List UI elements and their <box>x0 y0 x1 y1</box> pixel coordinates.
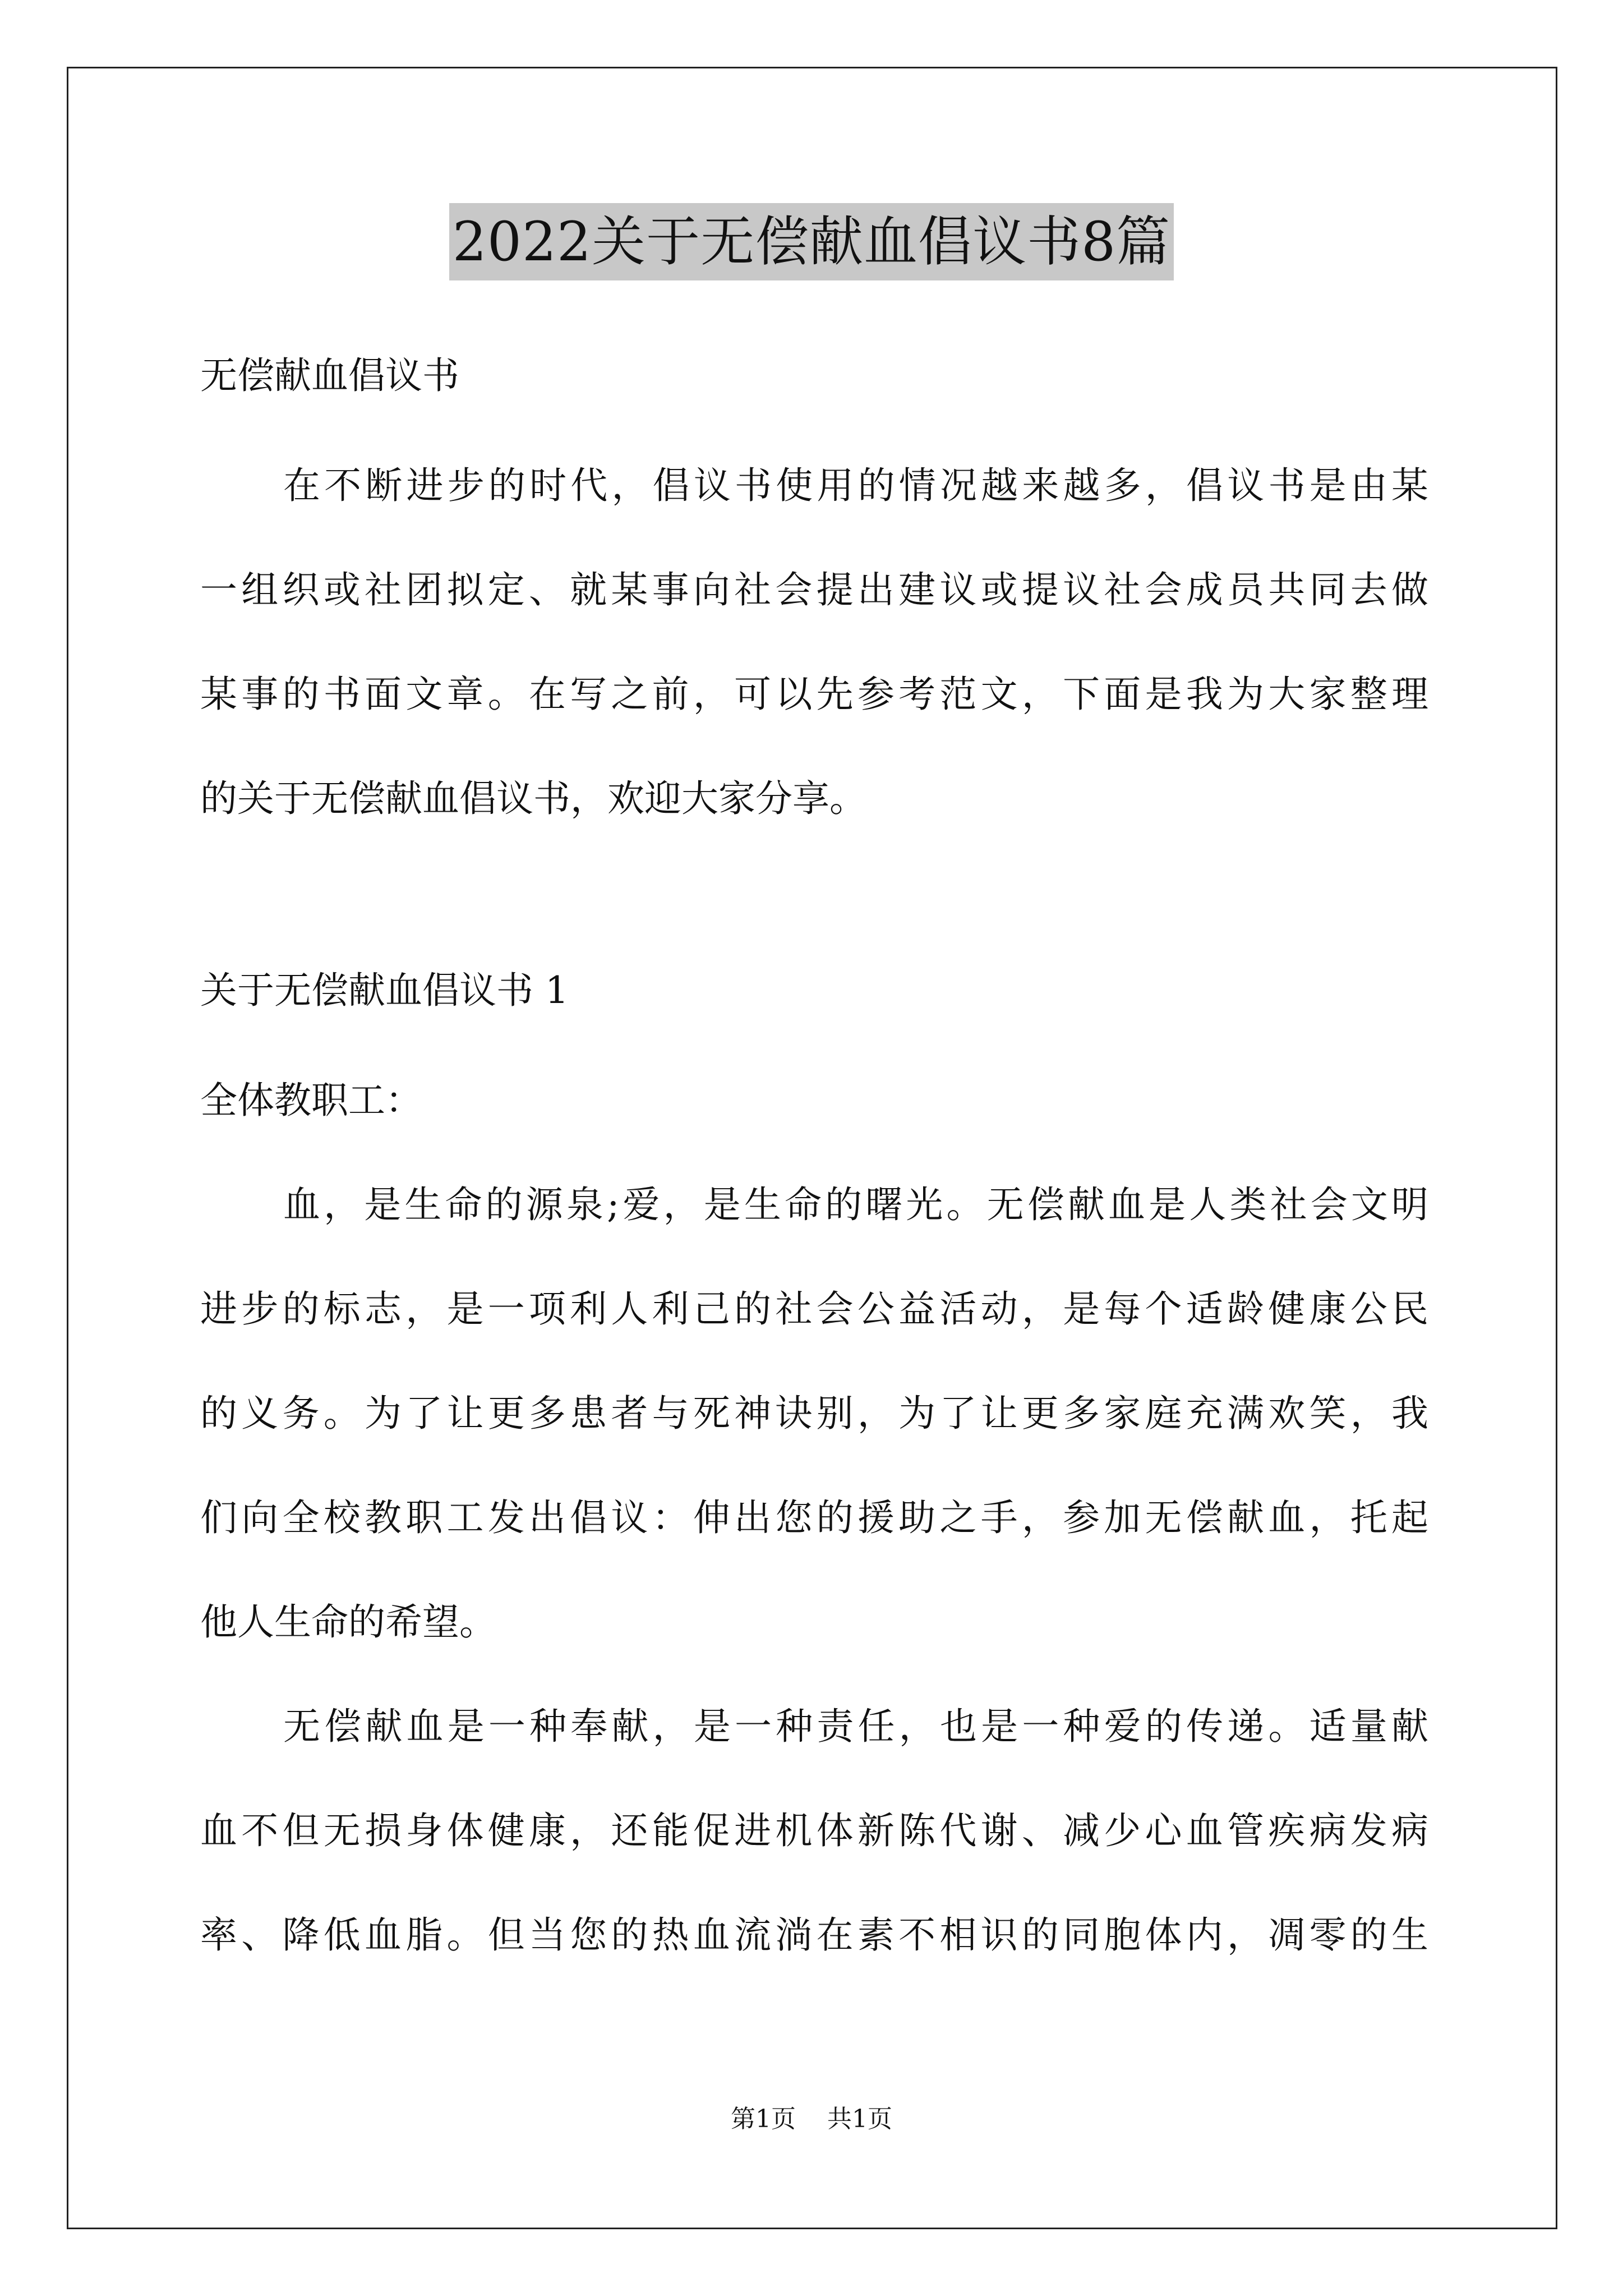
page-footer <box>0 2102 1623 2136</box>
paragraph-line: 们向全校教职工发出倡议：伸出您的援助之手，参加无偿献血，托起 <box>200 1496 1428 1539</box>
paragraph-line: 无偿献血是一种奉献，是一种责任，也是一种爱的传递。适量献 <box>283 1705 1428 1748</box>
section-heading: 无偿献血倡议书 <box>200 354 459 397</box>
page-number: 第1页 <box>731 2105 796 2133</box>
document-title: 2022关于无偿献血倡议书8篇 <box>449 203 1174 280</box>
paragraph-line: 他人生命的希望。 <box>200 1600 496 1644</box>
page-total: 共1页 <box>827 2105 892 2133</box>
paragraph-line: 的义务。为了让更多患者与死神诀别，为了让更多家庭充满欢笑，我 <box>200 1392 1428 1435</box>
paragraph-line: 率、降低血脂。但当您的热血流淌在素不相识的同胞体内，凋零的生 <box>200 1913 1428 1957</box>
title-container <box>0 203 1623 280</box>
intro-line: 一组织或社团拟定、就某事向社会提出建议或提议社会成员共同去做 <box>200 568 1428 611</box>
intro-line: 的关于无偿献血倡议书，欢迎大家分享。 <box>200 777 866 820</box>
salutation: 全体教职工： <box>200 1079 422 1122</box>
paragraph-line: 血，是生命的源泉;爱，是生命的曙光。无偿献血是人类社会文明 <box>283 1183 1428 1226</box>
paragraph-line: 进步的标志，是一项利人利己的社会公益活动，是每个适龄健康公民 <box>200 1287 1428 1331</box>
paragraph-line: 血不但无损身体健康，还能促进机体新陈代谢、减少心血管疾病发病 <box>200 1809 1428 1852</box>
intro-line: 某事的书面文章。在写之前，可以先参考范文，下面是我为大家整理 <box>200 673 1428 716</box>
subsection-heading: 关于无偿献血倡议书 1 <box>200 969 569 1012</box>
document-body <box>200 314 1428 1958</box>
intro-line: 在不断进步的时代，倡议书使用的情况越来越多，倡议书是由某 <box>283 464 1428 507</box>
